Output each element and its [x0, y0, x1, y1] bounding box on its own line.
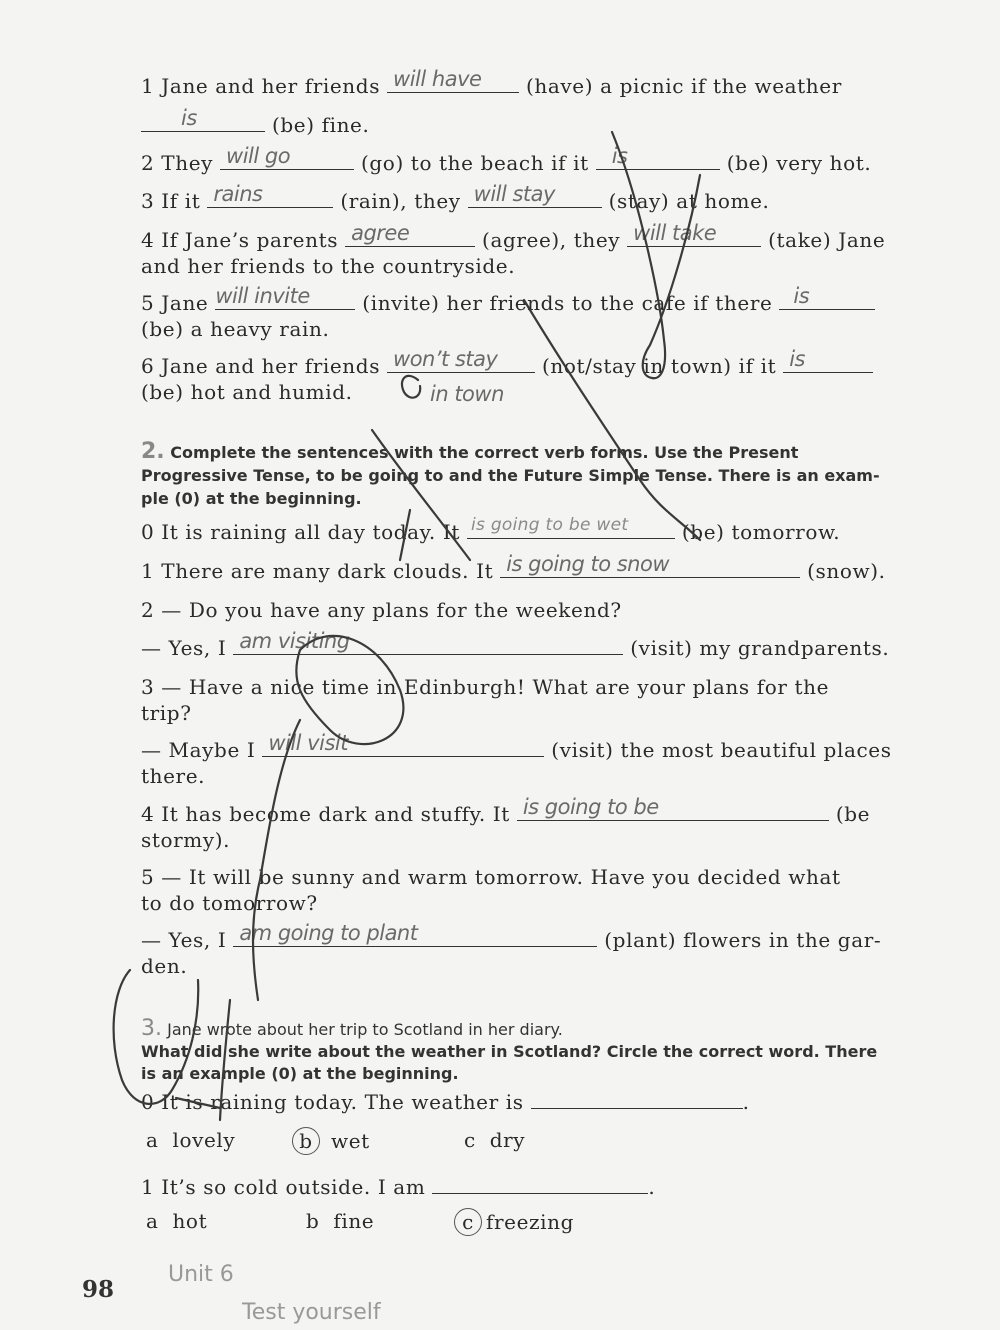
answer-blank[interactable]	[233, 629, 623, 655]
sentence-text: (be	[835, 802, 871, 826]
handwritten-answer: is going to be	[522, 795, 659, 819]
handwritten-answer: will go	[226, 144, 291, 168]
handwritten-answer: is	[611, 144, 628, 168]
option-letter-circled: b	[292, 1127, 320, 1155]
answer-blank[interactable]	[345, 221, 475, 247]
item-number: 1	[141, 559, 155, 583]
sentence-text: (take) Jane	[768, 228, 886, 252]
sentence-text: It is raining today. The weather is	[161, 1090, 524, 1114]
sentence-text: (not/stay in town) if it	[542, 354, 777, 378]
sentence-text: (be) very hot.	[726, 151, 872, 175]
answer-blank[interactable]	[387, 347, 535, 373]
sentence-text: and her friends to the countryside.	[141, 254, 516, 278]
sentence-text: (have) a picnic if the weather	[526, 74, 842, 98]
handwritten-answer: will have	[393, 67, 482, 91]
page-number: 98	[82, 1276, 115, 1303]
handwritten-answer-extra: in town	[430, 382, 504, 406]
example-answer: is going to be wet	[470, 515, 629, 535]
option-c[interactable]	[464, 1127, 525, 1153]
handwritten-answer: is	[793, 284, 810, 308]
sentence-text: — Do you have any plans for the weekend?	[161, 598, 622, 622]
sentence-text: (snow).	[807, 559, 886, 583]
ex1-item-1-cont	[141, 106, 953, 138]
item-number: 3	[141, 189, 155, 213]
option-a[interactable]	[146, 1127, 235, 1153]
option-word: freezing	[486, 1210, 575, 1234]
sentence-text: trip?	[141, 701, 192, 725]
sentence-text: (go) to the beach if it	[361, 151, 589, 175]
sentence-text: They	[161, 151, 214, 175]
section-number: 3.	[141, 1016, 162, 1041]
answer-blank[interactable]	[233, 921, 597, 947]
option-letter: c	[464, 1128, 476, 1152]
option-word: dry	[489, 1128, 526, 1152]
sentence-text: It’s so cold outside. I am	[161, 1175, 426, 1199]
sentence-text: Jane	[161, 291, 209, 315]
handwritten-answer: will invite	[215, 284, 310, 308]
option-letter-circled: c	[454, 1208, 482, 1236]
answer-blank[interactable]	[779, 284, 875, 310]
sentence-text: It has become dark and stuffy. It	[161, 802, 510, 826]
ex2-item-1	[141, 552, 953, 584]
ex1-item-2	[141, 144, 953, 176]
sentence-text: (be) fine.	[271, 113, 370, 137]
handwritten-answer: agree	[351, 221, 410, 245]
answer-blank[interactable]	[220, 144, 354, 170]
option-letter: a	[146, 1209, 159, 1233]
item-number: 3	[141, 675, 155, 699]
handwritten-answer: won’t stay	[393, 347, 498, 371]
handwritten-answer: is	[789, 347, 805, 371]
ex2-item-3-q	[141, 674, 953, 700]
sentence-text: — It will be sunny and warm tomorrow. Have you decided what	[161, 865, 841, 889]
sentence-text: Jane and her friends	[161, 354, 381, 378]
sentence-text: (visit) the most beautiful places	[551, 738, 892, 762]
sentence-text: If it	[161, 189, 201, 213]
option-b[interactable]	[298, 1127, 370, 1155]
item-number: 4	[141, 802, 155, 826]
ex1-item-4	[141, 221, 953, 253]
sentence-text: (visit) my grandparents.	[630, 636, 890, 660]
handwritten-answer: is	[181, 106, 197, 130]
ex2-item-4	[141, 795, 953, 827]
handwritten-answer: rains	[213, 182, 263, 206]
sentence-text: (stay) at home.	[608, 189, 770, 213]
unit-label: Unit 6	[168, 1262, 234, 1287]
ex2-item-2-a	[141, 629, 953, 661]
answer-blank[interactable]	[531, 1089, 743, 1109]
item-number: 0	[141, 1090, 155, 1114]
option-c[interactable]	[460, 1208, 574, 1236]
sentence-text: (plant) flowers in the gar-	[604, 928, 882, 952]
ex1-item-5-cont	[141, 316, 953, 342]
answer-blank[interactable]	[783, 347, 873, 373]
item-number: 1	[141, 74, 155, 98]
sentence-text: (be) tomorrow.	[681, 520, 841, 544]
sentence-text: — Yes, I	[141, 928, 227, 952]
instruction-text: ple (0) at the beginning.	[141, 489, 362, 508]
sentence-end: .	[648, 1175, 656, 1199]
instruction-text: Complete the sentences with the correct verb forms. Use the Present	[170, 443, 799, 462]
sentence-end: .	[742, 1090, 750, 1114]
answer-blank[interactable]	[387, 67, 519, 93]
item-number: 2	[141, 598, 155, 622]
instruction-text: Jane wrote about her trip to Scotland in her diary.	[167, 1020, 563, 1039]
ex2-item-3-a	[141, 731, 953, 763]
sentence-text: there.	[141, 764, 206, 788]
ex2-item-5-q	[141, 864, 953, 890]
answer-blank[interactable]	[468, 182, 602, 208]
handwritten-answer: will visit	[268, 731, 348, 755]
sentence-text: — Maybe I	[141, 738, 256, 762]
item-number: 4	[141, 228, 155, 252]
answer-blank[interactable]	[596, 144, 720, 170]
item-number: 1	[141, 1175, 155, 1199]
handwritten-answer: am visiting	[239, 629, 350, 653]
option-letter: a	[146, 1128, 159, 1152]
item-number: 5	[141, 291, 155, 315]
item-number: 6	[141, 354, 155, 378]
sentence-text: den.	[141, 954, 188, 978]
sentence-text: stormy).	[141, 828, 231, 852]
answer-blank[interactable]	[500, 552, 800, 578]
answer-blank[interactable]	[432, 1174, 648, 1194]
sentence-text: (invite) her friends to the cafe if there	[362, 291, 773, 315]
ex1-item-1	[141, 67, 953, 99]
handwritten-answer: will stay	[473, 182, 555, 206]
option-letter: b	[306, 1209, 320, 1233]
sentence-text: There are many dark clouds. It	[161, 559, 494, 583]
answer-blank[interactable]	[262, 731, 544, 757]
item-number: 0	[141, 520, 155, 544]
sentence-text: (agree), they	[482, 228, 621, 252]
option-word: fine	[333, 1209, 375, 1233]
sentence-text: (be) hot and humid.	[141, 380, 353, 404]
ex1-item-6	[141, 347, 953, 379]
instruction-text: is an example (0) at the beginning.	[141, 1064, 459, 1083]
ex3-instruction	[141, 1017, 953, 1041]
sentence-text: (rain), they	[340, 189, 461, 213]
ex3-item-1	[141, 1174, 953, 1200]
sentence-text: (be) a heavy rain.	[141, 317, 330, 341]
item-number: 5	[141, 865, 155, 889]
answer-blank[interactable]	[207, 182, 333, 208]
ex2-item-2-q	[141, 597, 953, 623]
option-a[interactable]	[146, 1208, 207, 1234]
section-number: 2.	[141, 439, 165, 464]
sentence-text: to do tomorrow?	[141, 891, 318, 915]
ex2-instruction	[141, 440, 953, 464]
handwritten-answer: will take	[633, 221, 717, 245]
instruction-text: Progressive Tense, to be going to and the Future Simple Tense. There is an exam-	[141, 466, 880, 485]
ex3-item-0	[141, 1089, 953, 1115]
answer-blank[interactable]	[517, 795, 829, 821]
section-label: Test yourself	[242, 1300, 381, 1325]
handwritten-answer: is going to snow	[506, 552, 669, 576]
sentence-text: — Yes, I	[141, 636, 227, 660]
option-word: wet	[330, 1129, 370, 1153]
option-b[interactable]	[306, 1208, 374, 1234]
answer-blank[interactable]	[215, 284, 355, 310]
sentence-text: If Jane’s parents	[161, 228, 339, 252]
option-word: lovely	[172, 1128, 236, 1152]
answer-blank[interactable]	[467, 515, 675, 539]
ex1-item-6-cont	[141, 379, 953, 405]
ex1-item-3	[141, 182, 953, 214]
ex1-item-4-cont	[141, 253, 953, 279]
option-word: hot	[172, 1209, 208, 1233]
answer-blank[interactable]	[627, 221, 761, 247]
sentence-text: — Have a nice time in Edinburgh! What are your plans for the	[161, 675, 830, 699]
sentence-text: It is raining all day today. It	[161, 520, 460, 544]
sentence-text: Jane and her friends	[161, 74, 381, 98]
item-number: 2	[141, 151, 155, 175]
instruction-text: What did she write about the weather in Scotland? Circle the correct word. There	[141, 1042, 878, 1061]
ex2-item-5-a	[141, 921, 953, 953]
handwritten-answer: am going to plant	[239, 921, 418, 945]
answer-blank[interactable]	[141, 106, 265, 132]
ex2-item-0	[141, 515, 953, 545]
ex1-item-5	[141, 284, 953, 316]
